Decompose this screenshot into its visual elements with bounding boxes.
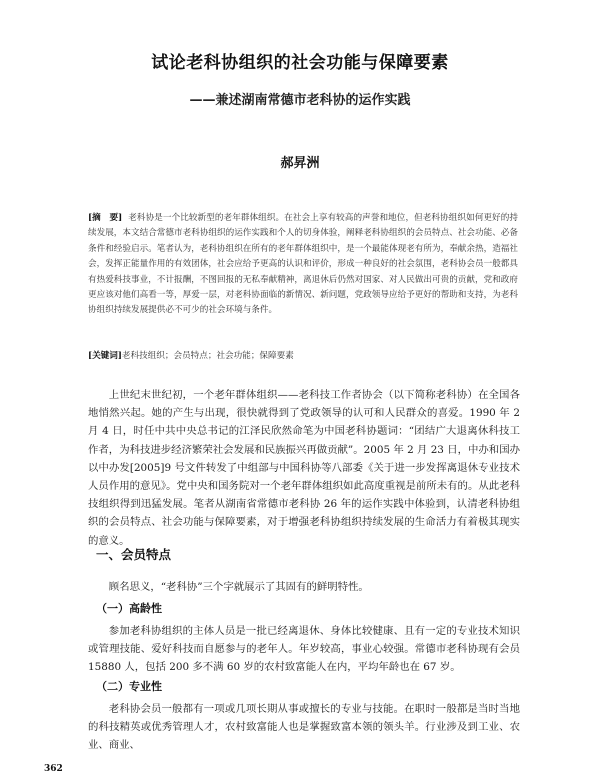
paragraph-professional: 老科协会员一般都有一项或几项长期从事或擅长的专业与技能。在职时一般都是当时当地的科技精英或优秀管理人才，农村致富能人也是掌握致富本领的领头羊。行业涉及到工业、农业、商业、 — [88, 703, 520, 752]
section-lead-paragraph: 顾名思义，“老科协”三个字就展示了其固有的鲜明特性。 — [108, 581, 369, 593]
abstract-text: 老科协是一个比较新型的老年群体组织。在社会上享有较高的声誉和地位，但老科协组织如何更好的持续发展，本文结合常德市老科协组织的运作实践和个人的切身体验，阐释老科协组织的会员特点、社会功能、必备条件和经验启示。笔者认为，老科协组织在所有的老年群体组织中，是一个最能体现老有所为，奉献余热，造福社会，发挥正能量作用的有效团体，社会应给予更高的认识和评价，形成一种良好的社会氛围，老科协会员一般都具有热爱科技事业，不计报酬，不图回报的无私奉献精神，离退休后仍然对国家、对人民做出可贵的贡献，党和政府更应该对他们高看一等，厚爱一层，对老科协面临的新情况、新问题，党政领导应给予更好的帮助和支持，为老科协组织持续发展提供必不可少的社会环境与条件。 — [88, 213, 518, 316]
subheading-advanced-age: （一）高龄性 — [96, 602, 162, 615]
page-number: 362 — [44, 764, 63, 774]
section-heading-member-traits: 一、会员特点 — [96, 547, 172, 562]
abstract-block — [88, 211, 518, 319]
paragraph-advanced-age: 参加老科协组织的主体人员是一批已经离退休、身体比较健康、且有一定的专业技术知识或管理技能、爱好科技而自愿参与的老年人。年岁较高，事业心较强。常德市老科协现有会员 15880 人，包括 200 多不满 60 岁的农村致富能人在内，平均年龄也在 67 岁。 — [88, 625, 520, 674]
keywords-text: 老科技组织；会员特点；社会功能；保障要素 — [121, 351, 294, 361]
article-subtitle: ——兼述湖南常德市老科协的运作实践 — [189, 93, 411, 108]
abstract-label: [摘 要] — [88, 213, 123, 223]
intro-paragraph: 上世纪末世纪初，一个老年群体组织——老科技工作者协会（以下简称老科协）在全国各地悄然兴起。她的产生与出现，很快就得到了党政领导的认可和人民群众的喜爱。1990 年 2 月 4 日，时任中共中央总书记的江泽民欣然命笔为中国老科协题词：“团结广大退离休科技工作者，为科技进步经济繁荣社会发展和民族振兴再做贡献”。2005 年 2 月 23 日，中办和国办以中办发[2005]9 号文件转发了中组部与中国科协等八部委《关于进一步发挥离退休专业技术人员作用的意见》。党中央和国务院对一个老年群体组织如此高度重视是前所未有的。从此老科技组织得到迅猛发展。笔者从湖南省常德市老科协 26 年的运作实践中体验到，认清老科协组织的会员特点、社会功能与保障要素，对于增强老科协组织持续发展的生命活力有着极其现实的意义。 — [88, 389, 520, 547]
subheading-professional: （二）专业性 — [96, 680, 162, 693]
keywords-block — [88, 349, 518, 363]
author-name: 郝昇洲 — [280, 156, 320, 171]
article-title: 试论老科协组织的社会功能与保障要素 — [151, 53, 449, 73]
keywords-label: [关键词] — [88, 351, 122, 361]
